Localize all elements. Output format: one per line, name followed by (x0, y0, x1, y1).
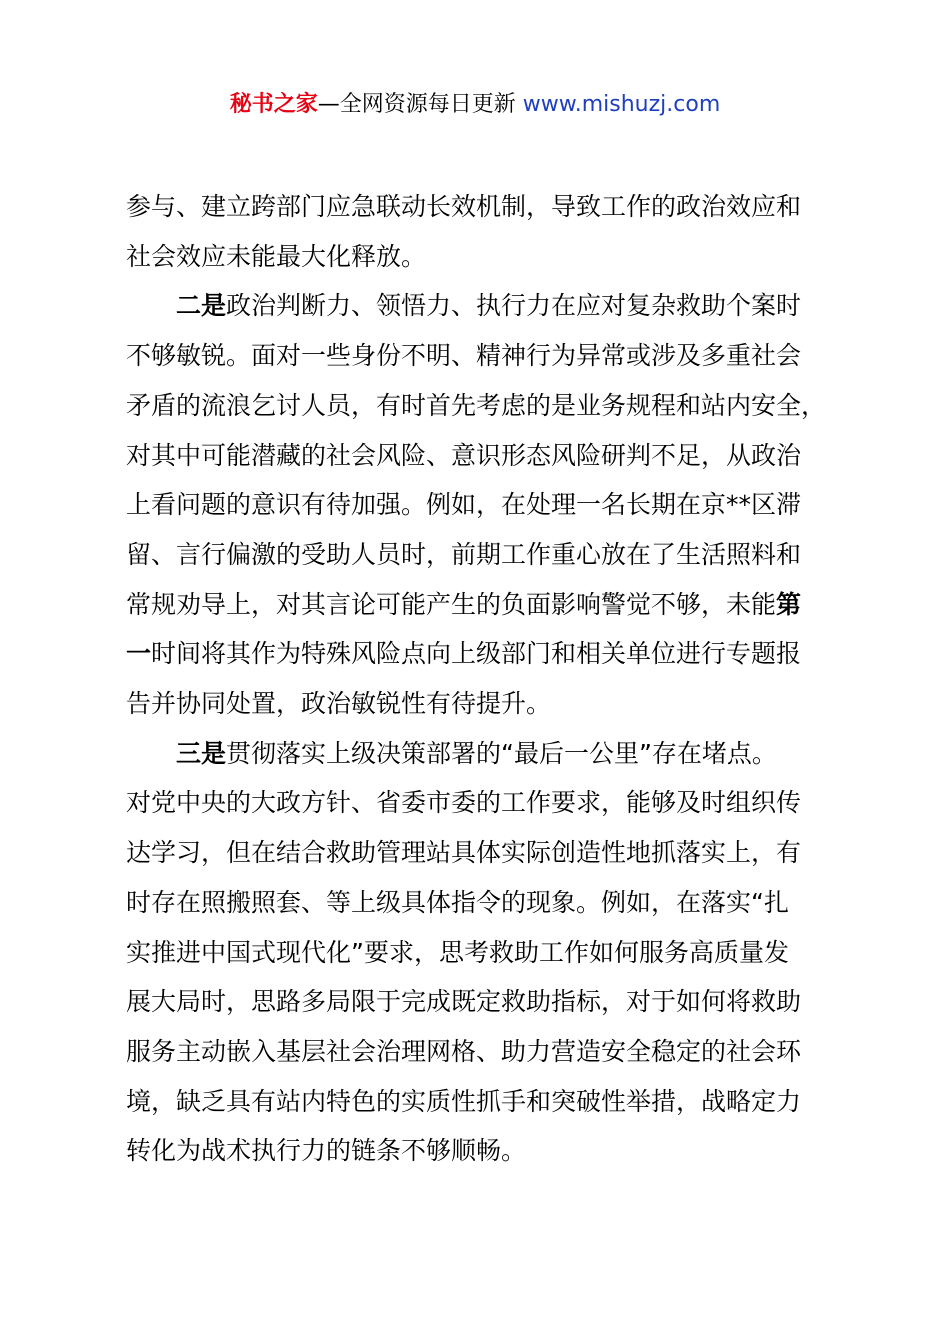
p2-line-7-bold: 第 (776, 589, 802, 619)
header-url[interactable]: www.mishuzj.com (522, 92, 721, 117)
p2-line-8 (126, 629, 832, 679)
site-header (0, 88, 950, 122)
p1-line-2: 社会效应未能最大化释放。 (126, 241, 427, 271)
p2-line-7 (126, 580, 832, 630)
p3-line-3: 达学习，但在结合救助管理站具体实际创造性地抓落实上，有 (126, 838, 802, 868)
p2-line-2: 不够敏锐。面对一些身份不明、精神行为异常或涉及多重社会 (126, 341, 802, 371)
p3-line-1-text: 贯彻落实上级决策部署的“最后一公里”存在堵点。 (226, 738, 777, 768)
p2-line-3: 矛盾的流浪乞讨人员，有时首先考虑的是业务规程和站内安全， (126, 390, 827, 420)
document-body (126, 182, 832, 1176)
p2-line-6: 留、言行偏激的受助人员时，前期工作重心放在了生活照料和 (126, 539, 802, 569)
p3-line-4: 时存在照搬照套、等上级具体指令的现象。例如，在落实“扎 (126, 887, 789, 917)
p3-line-1 (126, 729, 832, 779)
p3-lead: 三是 (176, 738, 227, 768)
p3-line-8: 境，缺乏具有站内特色的实质性抓手和突破性举措，战略定力 (126, 1086, 802, 1116)
p2-line-7-text: 常规劝导上，对其言论可能产生的负面影响警觉不够，未能 (126, 589, 777, 619)
header-brand: 秘书之家 (229, 92, 318, 117)
p3-line-7: 服务主动嵌入基层社会治理网格、助力营造安全稳定的社会环 (126, 1036, 802, 1066)
p1-line-1: 参与、建立跨部门应急联动长效机制，导致工作的政治效应和 (126, 192, 802, 221)
p2-line-1 (126, 281, 832, 331)
p2-line-8-text: 时间将其作为特殊风险点向上级部门和相关单位进行专题报 (151, 639, 802, 669)
p3-line-9: 转化为战术执行力的链条不够顺畅。 (126, 1136, 527, 1166)
p2-lead: 二是 (176, 291, 227, 321)
p2-line-9: 告并协同处置，政治敏锐性有待提升。 (126, 689, 552, 719)
p2-line-4: 对其中可能潜藏的社会风险、意识形态风险研判不足，从政治 (126, 440, 802, 470)
p2-line-1-text: 政治判断力、领悟力、执行力在应对复杂救助个案时 (226, 291, 802, 321)
p2-line-8-bold: 一 (126, 639, 152, 669)
header-slogan: —全网资源每日更新 (317, 92, 523, 117)
p3-line-2: 对党中央的大政方针、省委市委的工作要求，能够及时组织传 (126, 788, 802, 818)
p3-line-6: 展大局时，思路多局限于完成既定救助指标，对于如何将救助 (126, 987, 802, 1017)
p2-line-5: 上看问题的意识有待加强。例如，在处理一名长期在京**区滞 (126, 490, 802, 520)
p3-line-5: 实推进中国式现代化”要求，思考救助工作如何服务高质量发 (126, 937, 789, 967)
